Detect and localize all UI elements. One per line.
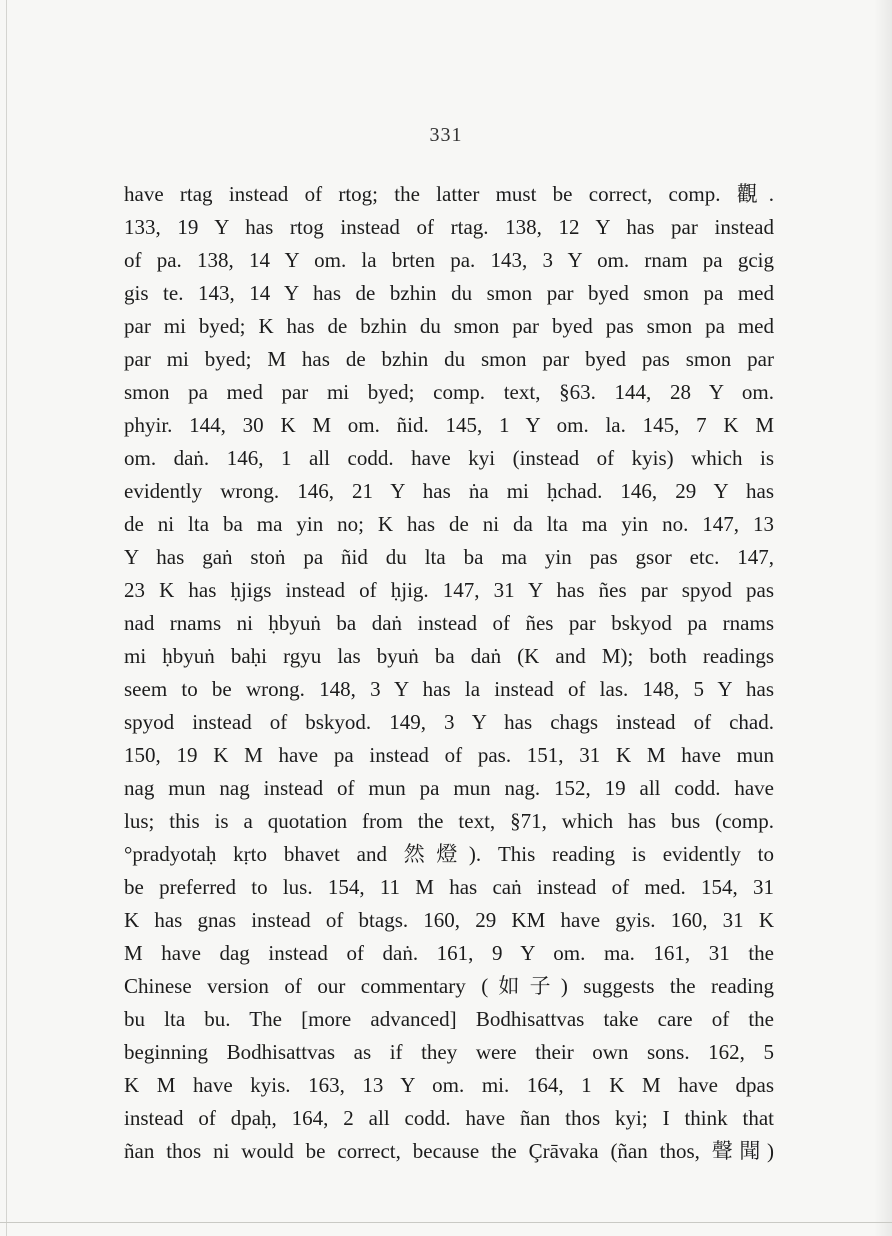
text-line: de ni lta ba ma yin no; K has de ni da lta ma yin no. 147, 13 <box>124 512 774 536</box>
text-line: of pa. 138, 14 Y om. la brten pa. 143, 3 Y om. rnam pa gcig <box>124 248 774 272</box>
text-line: par mi byed; K has de bzhin du smon par byed pas smon pa med <box>124 314 774 338</box>
text-line: gis te. 143, 14 Y has de bzhin du smon par byed smon pa med <box>124 281 774 305</box>
page-number: 331 <box>429 124 463 146</box>
text-line: phyir. 144, 30 K M om. ñid. 145, 1 Y om. la. 145, 7 K M <box>124 413 774 437</box>
text-line: K has gnas instead of btags. 160, 29 KM have gyis. 160, 31 K <box>124 908 774 932</box>
text-line: M have dag instead of daṅ. 161, 9 Y om. ma. 161, 31 the <box>124 941 774 965</box>
text-line: evidently wrong. 146, 21 Y has ṅa mi ḥchad. 146, 29 Y has <box>124 479 774 503</box>
text-line: bu lta bu. The [more advanced] Bodhisattvas take care of the <box>124 1007 774 1031</box>
page-left-edge <box>6 0 7 1236</box>
body-text <box>124 178 774 1168</box>
text-line: K M have kyis. 163, 13 Y om. mi. 164, 1 K M have dpas <box>124 1073 774 1097</box>
text-line: 23 K has ḥjigs instead of ḥjig. 147, 31 Y has ñes par spyod pas <box>124 578 774 602</box>
text-line: instead of dpaḥ, 164, 2 all codd. have ñan thos kyi; I think that <box>124 1106 774 1130</box>
text-line: have rtag instead of rtog; the latter must be correct, comp. 觀. <box>124 182 774 206</box>
text-line: smon pa med par mi byed; comp. text, §63. 144, 28 Y om. <box>124 380 774 404</box>
text-line: nad rnams ni ḥbyuṅ ba daṅ instead of ñes par bskyod pa rnams <box>124 611 774 635</box>
text-line: par mi byed; M has de bzhin du smon par byed pas smon par <box>124 347 774 371</box>
text-line: beginning Bodhisattvas as if they were their own sons. 162, 5 <box>124 1040 774 1064</box>
text-line: °pradyotaḥ kṛto bhavet and 然燈). This reading is evidently to <box>124 842 774 866</box>
text-line: spyod instead of bskyod. 149, 3 Y has chags instead of chad. <box>124 710 774 734</box>
text-line: mi ḥbyuṅ baḥi rgyu las byuṅ ba daṅ (K and M); both readings <box>124 644 774 668</box>
bottom-scan-edge <box>0 1222 892 1223</box>
text-line: 150, 19 K M have pa instead of pas. 151, 31 K M have mun <box>124 743 774 767</box>
text-line: om. daṅ. 146, 1 all codd. have kyi (instead of kyis) which is <box>124 446 774 470</box>
text-line: 133, 19 Y has rtog instead of rtag. 138, 12 Y has par instead <box>124 215 774 239</box>
text-line: Y has gaṅ stoṅ pa ñid du lta ba ma yin pas gsor etc. 147, <box>124 545 774 569</box>
text-line: seem to be wrong. 148, 3 Y has la instead of las. 148, 5 Y has <box>124 677 774 701</box>
text-line: ñan thos ni would be correct, because the Çrāvaka (ñan thos, 聲聞) <box>124 1139 774 1163</box>
text-line: Chinese version of our commentary (如子) suggests the reading <box>124 974 774 998</box>
text-line: nag mun nag instead of mun pa mun nag. 152, 19 all codd. have <box>124 776 774 800</box>
text-line: lus; this is a quotation from the text, §71, which has bus (comp. <box>124 809 774 833</box>
text-line: be preferred to lus. 154, 11 M has caṅ instead of med. 154, 31 <box>124 875 774 899</box>
page-binding-shadow <box>874 0 892 1236</box>
